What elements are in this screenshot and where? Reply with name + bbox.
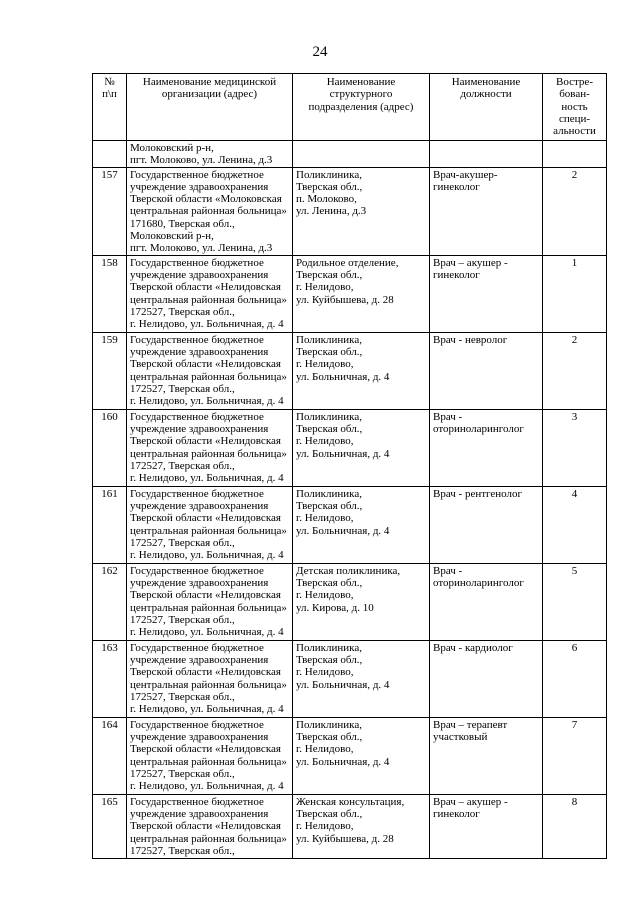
cell-demand: 2 xyxy=(543,332,607,409)
cell-number: 165 xyxy=(93,794,127,858)
header-position: Наименование должности xyxy=(430,74,543,141)
cell-demand: 3 xyxy=(543,409,607,486)
cell-demand: 5 xyxy=(543,563,607,640)
cell-organization: Государственное бюджетное учреждение здравоохранения Тверской области «Нелидовская центральная районная больница» 172527, Тверская обл., xyxy=(127,794,293,858)
cell-position xyxy=(430,141,543,168)
cell-demand: 7 xyxy=(543,717,607,794)
cell-unit: Детская поликлиника, Тверская обл., г. Нелидово, ул. Кирова, д. 10 xyxy=(293,563,430,640)
cell-number: 161 xyxy=(93,486,127,563)
cell-organization: Государственное бюджетное учреждение здравоохранения Тверской области «Молоковская центральная районная больница» 171680, Тверская обл., Молоковский р-н, пгт. Молоково, ул. Ленина, д.3 xyxy=(127,167,293,255)
cell-organization: Государственное бюджетное учреждение здравоохранения Тверской области «Нелидовская центральная районная больница» 172527, Тверская обл., г. Нелидово, ул. Больничная, д. 4 xyxy=(127,717,293,794)
table-row xyxy=(93,409,607,486)
table-row xyxy=(93,563,607,640)
cell-unit: Поликлиника, Тверская обл., г. Нелидово, ул. Больничная, д. 4 xyxy=(293,332,430,409)
cell-number: 164 xyxy=(93,717,127,794)
cell-position: Врач – терапевт участковый xyxy=(430,717,543,794)
cell-position: Врач - оториноларинголог xyxy=(430,563,543,640)
cell-unit: Родильное отделение, Тверская обл., г. Нелидово, ул. Куйбышева, д. 28 xyxy=(293,255,430,332)
cell-number: 158 xyxy=(93,255,127,332)
table-row xyxy=(93,640,607,717)
cell-organization: Государственное бюджетное учреждение здравоохранения Тверской области «Нелидовская центральная районная больница» 172527, Тверская обл., г. Нелидово, ул. Больничная, д. 4 xyxy=(127,332,293,409)
cell-number xyxy=(93,141,127,168)
cell-unit: Поликлиника, Тверская обл., г. Нелидово, ул. Больничная, д. 4 xyxy=(293,640,430,717)
cell-unit: Поликлиника, Тверская обл., г. Нелидово, ул. Больничная, д. 4 xyxy=(293,486,430,563)
cell-organization: Государственное бюджетное учреждение здравоохранения Тверской области «Нелидовская центральная районная больница» 172527, Тверская обл., г. Нелидово, ул. Больничная, д. 4 xyxy=(127,486,293,563)
cell-position: Врач - оториноларинголог xyxy=(430,409,543,486)
cell-unit: Поликлиника, Тверская обл., г. Нелидово, ул. Больничная, д. 4 xyxy=(293,717,430,794)
cell-number: 159 xyxy=(93,332,127,409)
cell-organization: Государственное бюджетное учреждение здравоохранения Тверской области «Нелидовская центральная районная больница» 172527, Тверская обл., г. Нелидово, ул. Больничная, д. 4 xyxy=(127,255,293,332)
cell-organization: Государственное бюджетное учреждение здравоохранения Тверской области «Нелидовская центральная районная больница» 172527, Тверская обл., г. Нелидово, ул. Больничная, д. 4 xyxy=(127,409,293,486)
table-row xyxy=(93,255,607,332)
table-row xyxy=(93,717,607,794)
table-row-continuation xyxy=(93,141,607,168)
cell-number: 157 xyxy=(93,167,127,255)
cell-position: Врач – акушер - гинеколог xyxy=(430,794,543,858)
table-row xyxy=(93,167,607,255)
cell-demand: 8 xyxy=(543,794,607,858)
header-demand: Востре- бован- ность специ- альности xyxy=(543,74,607,141)
cell-position: Врач - кардиолог xyxy=(430,640,543,717)
header-unit: Наименование структурного подразделения (адрес) xyxy=(293,74,430,141)
table-row xyxy=(93,486,607,563)
cell-organization: Молоковский р-н, пгт. Молоково, ул. Ленина, д.3 xyxy=(127,141,293,168)
cell-demand: 2 xyxy=(543,167,607,255)
cell-unit: Женская консультация, Тверская обл., г. Нелидово, ул. Куйбышева, д. 28 xyxy=(293,794,430,858)
cell-number: 163 xyxy=(93,640,127,717)
table-row xyxy=(93,332,607,409)
cell-organization: Государственное бюджетное учреждение здравоохранения Тверской области «Нелидовская центральная районная больница» 172527, Тверская обл., г. Нелидово, ул. Больничная, д. 4 xyxy=(127,640,293,717)
vacancies-table xyxy=(92,73,607,859)
table-header-row xyxy=(93,74,607,141)
cell-demand: 6 xyxy=(543,640,607,717)
cell-demand: 4 xyxy=(543,486,607,563)
header-organization: Наименование медицинской организации (адрес) xyxy=(127,74,293,141)
cell-position: Врач-акушер- гинеколог xyxy=(430,167,543,255)
cell-number: 162 xyxy=(93,563,127,640)
cell-demand: 1 xyxy=(543,255,607,332)
header-number: № п\п xyxy=(93,74,127,141)
cell-unit xyxy=(293,141,430,168)
page-number: 24 xyxy=(312,44,328,60)
cell-position: Врач - невролог xyxy=(430,332,543,409)
cell-demand xyxy=(543,141,607,168)
cell-number: 160 xyxy=(93,409,127,486)
cell-unit: Поликлиника, Тверская обл., п. Молоково, ул. Ленина, д.3 xyxy=(293,167,430,255)
cell-organization: Государственное бюджетное учреждение здравоохранения Тверской области «Нелидовская центральная районная больница» 172527, Тверская обл., г. Нелидово, ул. Больничная, д. 4 xyxy=(127,563,293,640)
cell-position: Врач – акушер - гинеколог xyxy=(430,255,543,332)
cell-unit: Поликлиника, Тверская обл., г. Нелидово, ул. Больничная, д. 4 xyxy=(293,409,430,486)
cell-position: Врач - рентгенолог xyxy=(430,486,543,563)
table-row xyxy=(93,794,607,858)
